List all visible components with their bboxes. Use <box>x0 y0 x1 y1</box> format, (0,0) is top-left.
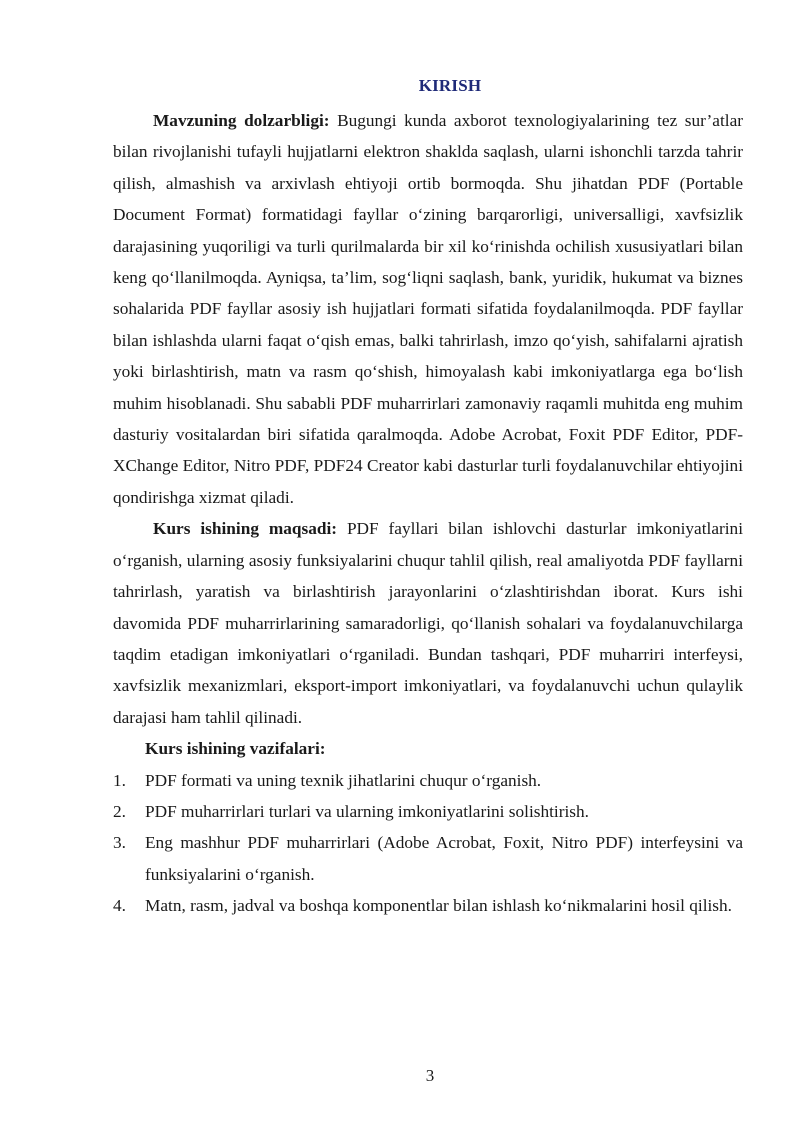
list-number: 2. <box>113 801 126 821</box>
list-text: Eng mashhur PDF muharrirlari (Adobe Acrobat, Foxit, Nitro PDF) interfeysini va funksiyalarini o‘rganish. <box>145 833 743 884</box>
list-number: 1. <box>113 770 126 790</box>
tasks-list <box>113 765 743 922</box>
list-text: PDF formati va uning texnik jihatlarini chuqur o‘rganish. <box>145 770 542 790</box>
tasks-heading: Kurs ishining vazifalari: <box>145 739 326 759</box>
paragraph-relevance <box>113 105 743 513</box>
list-text: Matn, rasm, jadval va boshqa komponentlar bilan ishlash ko‘nikmalarini hosil qilish. <box>145 896 732 916</box>
list-item <box>113 765 743 796</box>
list-number: 3. <box>113 833 126 853</box>
paragraph-goal <box>113 513 743 733</box>
list-item <box>113 890 743 921</box>
document-body <box>113 105 743 922</box>
paragraph-text: PDF fayllari bilan ishlovchi dasturlar imkoniyatlarini o‘rganish, ularning asosiy funksiyalarini chuqur tahlil qilish, real amaliyotda PDF fayllarni tahrirlash, yaratish va birlashtirish jarayonlarini o‘zlashtirishdan iborat. Kurs ishi davomida PDF muharrirlarining samaradorligi, qo‘llanish sohalari va foydalanuvchilarga taqdim etadigan imkoniyatlari o‘rganiladi. Bundan tashqari, PDF muharriri interfeysi, xavfsizlik mexanizmlari, eksport-import imkoniyatlari, va foydalanuvchi uchun qulaylik darajasi ham tahlil qilinadi. <box>113 519 743 727</box>
page-number: 3 <box>425 1066 435 1085</box>
paragraph-lead: Kurs ishining maqsadi: <box>153 519 338 539</box>
section-title: KIRISH <box>418 76 482 95</box>
list-item <box>113 827 743 890</box>
paragraph-text: Bugungi kunda axborot texnologiyalarining tez sur’atlar bilan rivojlanishi tufayli hujjatlarni elektron shaklda saqlash, ularni ishonchli tarzda tahrir qilish, almashish va arxivlash ehtiyoji ortib bormoqda. Shu jihatdan PDF (Portable Document Format) formatidagi fayllar o‘zining barqarorligi, universalligi, xavfsizlik darajasining yuqoriligi va turli qurilmalarda bir xil ko‘rinishda ochilish xususiyatlari bilan keng qo‘llanilmoqda. Ayniqsa, ta’lim, sog‘liqni saqlash, bank, yuridik, hukumat va biznes sohalarida PDF fayllar asosiy ish hujjatlari formati sifatida foydalanilmoqda. PDF fayllar bilan ishlashda ularni faqat o‘qish emas, balki tahrirlash, imzo qo‘yish, sahifalarni ajratish yoki birlashtirish, matn va rasm qo‘shish, himoyalash kabi imkoniyatlarga ega bo‘lish muhim hisoblanadi. Shu sababli PDF muharrirlari zamonaviy raqamli muhitda eng muhim dasturiy vositalardan biri sifatida qaralmoqda. Adobe Acrobat, Foxit PDF Editor, PDF-XChange Editor, Nitro PDF, PDF24 Creator kabi dasturlar turli foydalanuvchilar ehtiyojini qondirishga xizmat qiladi. <box>113 111 744 507</box>
paragraph-lead: Mavzuning dolzarbligi: <box>153 111 330 130</box>
list-number: 4. <box>113 896 126 916</box>
list-item <box>113 796 743 827</box>
list-text: PDF muharrirlari turlari va ularning imkoniyatlarini solishtirish. <box>145 801 589 821</box>
